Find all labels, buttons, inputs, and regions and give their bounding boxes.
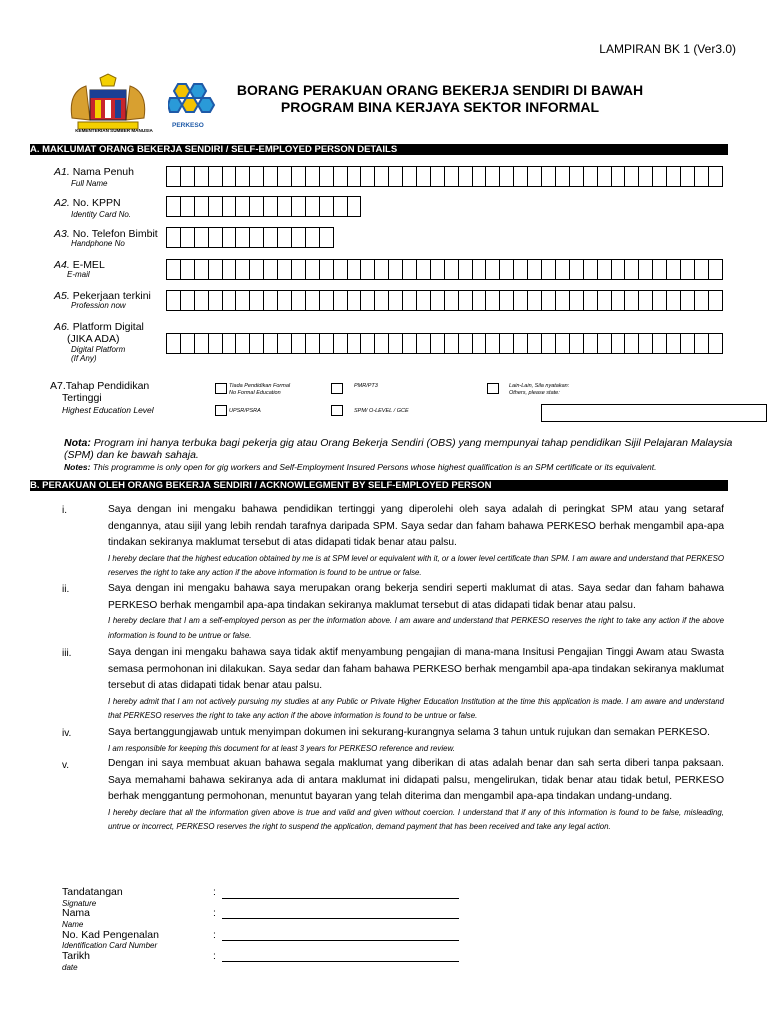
character-box[interactable]: [249, 227, 264, 248]
field-a6-sublabel-2: (If Any): [71, 354, 97, 363]
character-box[interactable]: [291, 259, 306, 280]
character-box[interactable]: [569, 166, 584, 187]
notes-body: This programme is only open for gig workers and Self-Employment Insured Persons whose highest qualification is an SPM certificate or its equivalent.: [90, 462, 657, 472]
character-box[interactable]: [638, 166, 653, 187]
character-box[interactable]: [694, 290, 709, 311]
character-box[interactable]: [652, 259, 667, 280]
name-line[interactable]: [222, 918, 459, 919]
character-box[interactable]: [388, 290, 403, 311]
character-box[interactable]: [569, 290, 584, 311]
character-box[interactable]: [222, 290, 237, 311]
character-box[interactable]: [194, 166, 209, 187]
character-box[interactable]: [277, 333, 292, 354]
others-option: [509, 383, 569, 396]
character-box[interactable]: [680, 290, 695, 311]
profession-input[interactable]: [166, 290, 722, 312]
declaration-item-2: [108, 581, 724, 644]
character-box[interactable]: [291, 290, 306, 311]
character-box[interactable]: [208, 333, 223, 354]
character-box[interactable]: [555, 166, 570, 187]
character-box[interactable]: [597, 290, 612, 311]
ministry-caption: KEMENTERIAN SUMBER MANUSIA: [75, 128, 153, 133]
character-box[interactable]: [513, 290, 528, 311]
title-line-2: PROGRAM BINA KERJAYA SEKTOR INFORMAL: [280, 99, 600, 115]
character-box[interactable]: [333, 196, 348, 217]
field-a7-label-2: Tertinggi: [62, 392, 102, 404]
character-box[interactable]: [291, 227, 306, 248]
character-box[interactable]: [235, 196, 250, 217]
character-box[interactable]: [694, 333, 709, 354]
character-box[interactable]: [360, 259, 375, 280]
option-label-en: No Formal Education: [229, 389, 281, 396]
character-box[interactable]: [624, 333, 639, 354]
ic-number-colon: :: [213, 929, 216, 941]
character-box[interactable]: [291, 196, 306, 217]
declaration-item-3: [108, 645, 724, 724]
character-box[interactable]: [499, 333, 514, 354]
spm-olevel-checkbox[interactable]: [331, 405, 343, 416]
field-a6-label: [54, 321, 144, 333]
upsr-psra-option: UPSR/PSRA: [229, 408, 261, 414]
character-box[interactable]: [208, 196, 223, 217]
declaration-en: I hereby declare that I am a self-employed person as per the information above. I am aware and understand that PERKESO reserves the right to take any action if the above information is found to be untrue or false.: [108, 616, 724, 640]
date-colon: :: [213, 950, 216, 962]
title-line-1: BORANG PERAKUAN ORANG BEKERJA SENDIRI DI BAWAH: [236, 82, 644, 98]
character-box[interactable]: [180, 259, 195, 280]
character-box[interactable]: [472, 333, 487, 354]
full-name-input[interactable]: [166, 166, 722, 188]
item-number: iv.: [62, 728, 72, 739]
character-box[interactable]: [333, 259, 348, 280]
character-box[interactable]: [235, 290, 250, 311]
character-box[interactable]: [583, 166, 598, 187]
digital-platform-input[interactable]: [166, 333, 722, 355]
character-box[interactable]: [194, 196, 209, 217]
declaration-item-5: [108, 756, 724, 835]
field-a7-label: A7.Tahap Pendidikan: [50, 380, 150, 392]
character-box[interactable]: [416, 333, 431, 354]
character-box[interactable]: [180, 196, 195, 217]
character-box[interactable]: [430, 259, 445, 280]
character-box[interactable]: [694, 259, 709, 280]
character-box[interactable]: [541, 259, 556, 280]
character-box[interactable]: [291, 333, 306, 354]
declaration-ms: Dengan ini saya membuat akuan bahawa segala maklumat yang diberikan di atas adalah benar dan sah serta diberi tanpa paksaan. Saya memahami bahawa sekiranya ada di antara maklumat ini didapati palsu, mengelirukan, tidak benar atau tidak betul, PERKESO berhak menggantung permohonan, menuntut bayaran yang telah diterima dan mengambil apa-apa tindakan undang-undang.: [108, 758, 724, 802]
character-box[interactable]: [638, 259, 653, 280]
date-sublabel: date: [62, 963, 78, 972]
character-box[interactable]: [388, 333, 403, 354]
character-box[interactable]: [180, 333, 195, 354]
character-box[interactable]: [235, 166, 250, 187]
pmr-pt3-option: PMR/PT3: [354, 383, 378, 389]
character-box[interactable]: [249, 290, 264, 311]
signature-label: Tandatangan: [62, 886, 123, 898]
form-title: [220, 82, 660, 116]
field-name: Nama Penuh: [72, 166, 134, 178]
character-box[interactable]: [166, 166, 181, 187]
ic-number-sublabel: Identification Card Number: [62, 941, 158, 950]
character-box[interactable]: [166, 196, 181, 217]
character-box[interactable]: [499, 290, 514, 311]
option-label-en: Others, please state:: [509, 389, 560, 396]
character-box[interactable]: [611, 259, 626, 280]
character-box[interactable]: [513, 259, 528, 280]
character-box[interactable]: [235, 259, 250, 280]
character-box[interactable]: [597, 259, 612, 280]
character-box[interactable]: [374, 166, 389, 187]
character-box[interactable]: [222, 333, 237, 354]
character-box[interactable]: [263, 333, 278, 354]
character-box[interactable]: [472, 259, 487, 280]
character-box[interactable]: [374, 290, 389, 311]
character-box[interactable]: [277, 290, 292, 311]
signature-sublabel: Signature: [62, 899, 97, 908]
character-box[interactable]: [263, 196, 278, 217]
character-box[interactable]: [347, 166, 362, 187]
notes-text: [64, 462, 740, 472]
character-box[interactable]: [360, 166, 375, 187]
others-specify-input[interactable]: [541, 404, 767, 422]
field-number: A3.: [54, 228, 70, 240]
character-box[interactable]: [458, 290, 473, 311]
character-box[interactable]: [347, 196, 362, 217]
character-box[interactable]: [652, 333, 667, 354]
field-a1-label: [54, 166, 134, 178]
identity-card-input[interactable]: [166, 196, 360, 218]
character-box[interactable]: [638, 290, 653, 311]
declaration-en: I hereby declare that the highest education obtained by me is at SPM level or equivalent with it, or a lower level certificate than SPM. I am aware and understand that PERKESO reserves the right to take any action if the above information is found to be untrue or false.: [108, 553, 724, 578]
spm-olevel-option: SPM/ O-LEVEL / GCE: [354, 408, 409, 414]
character-box[interactable]: [541, 333, 556, 354]
character-box[interactable]: [541, 290, 556, 311]
character-box[interactable]: [708, 290, 723, 311]
character-box[interactable]: [166, 290, 181, 311]
character-box[interactable]: [444, 166, 459, 187]
declaration-item-4: [108, 725, 724, 756]
no-formal-education-option: [229, 383, 290, 396]
field-a6-sublabel: Digital Platform: [71, 345, 126, 354]
character-box[interactable]: [485, 166, 500, 187]
character-box[interactable]: [333, 333, 348, 354]
character-box[interactable]: [499, 259, 514, 280]
character-box[interactable]: [208, 227, 223, 248]
character-box[interactable]: [652, 166, 667, 187]
name-colon: :: [213, 907, 216, 919]
character-box[interactable]: [416, 166, 431, 187]
character-box[interactable]: [388, 259, 403, 280]
character-box[interactable]: [333, 290, 348, 311]
character-box[interactable]: [597, 333, 612, 354]
character-box[interactable]: [277, 227, 292, 248]
declaration-ms: Saya dengan ini mengaku bahawa saya merupakan orang bekerja sendiri seperti maklumat di atas. Saya sedar dan faham bahawa PERKESO berhak mengambil apa-apa tindakan sekiranya maklumat tersebut di atas didapati tidak benar atau palsu.: [108, 583, 724, 611]
character-box[interactable]: [347, 333, 362, 354]
option-label-ms: Tiada Pendidikan Formal: [229, 383, 291, 389]
character-box[interactable]: [652, 290, 667, 311]
no-formal-education-checkbox[interactable]: [215, 383, 227, 394]
character-box[interactable]: [485, 333, 500, 354]
field-number: A6.: [54, 321, 70, 333]
character-box[interactable]: [319, 227, 334, 248]
section-b-heading: B. PERAKUAN OLEH ORANG BEKERJA SENDIRI / ACKNOWLEGMENT BY SELF-EMPLOYED PERSON: [30, 480, 728, 491]
character-box[interactable]: [180, 227, 195, 248]
field-a6-label-2: (JIKA ADA): [67, 333, 120, 345]
character-box[interactable]: [319, 196, 334, 217]
character-box[interactable]: [485, 259, 500, 280]
pmr-pt3-checkbox[interactable]: [331, 383, 343, 394]
character-box[interactable]: [666, 166, 681, 187]
field-number: A4.: [54, 259, 70, 271]
character-box[interactable]: [249, 196, 264, 217]
character-box[interactable]: [180, 290, 195, 311]
character-box[interactable]: [319, 259, 334, 280]
character-box[interactable]: [416, 259, 431, 280]
character-box[interactable]: [416, 290, 431, 311]
character-box[interactable]: [569, 259, 584, 280]
character-box[interactable]: [235, 333, 250, 354]
character-box[interactable]: [208, 166, 223, 187]
ic-number-label: No. Kad Pengenalan: [62, 929, 159, 941]
character-box[interactable]: [430, 333, 445, 354]
malaysia-coat-of-arms-logo: [64, 72, 152, 134]
declaration-ms: Saya dengan ini mengaku bahawa pendidikan tertinggi yang diperolehi oleh saya adalah di peringkat SPM atau yang setaraf dengannya, atau sijil yang lebih rendah tarafnya daripada SPM. Saya sedar dan faham bahawa PERKESO berhak mengambil apa-apa tindakan sekiranya maklumat tersebut di atas didapati tidak benar atau palsu.: [108, 504, 724, 548]
character-box[interactable]: [249, 333, 264, 354]
nota-body: Program ini hanya terbuka bagi pekerja gig atau Orang Bekerja Sendiri (OBS) yang mempunyai tahap pendidikan Sijil Pelajaran Malaysia (SPM) dan ke bawah sahaja.: [64, 437, 733, 461]
character-box[interactable]: [347, 290, 362, 311]
character-box[interactable]: [708, 333, 723, 354]
declaration-en: I am responsible for keeping this document for at least 3 years for PERKESO reference and review.: [108, 743, 455, 753]
declaration-ms: Saya bertanggungjawab untuk menyimpan dokumen ini sekurang-kurangnya selama 3 tahun untuk rujukan dan semakan PERKESO.: [108, 727, 710, 738]
character-box[interactable]: [680, 166, 695, 187]
upsr-psra-checkbox[interactable]: [215, 405, 227, 416]
character-box[interactable]: [305, 290, 320, 311]
character-box[interactable]: [305, 227, 320, 248]
character-box[interactable]: [194, 259, 209, 280]
character-box[interactable]: [305, 196, 320, 217]
character-box[interactable]: [166, 259, 181, 280]
character-box[interactable]: [402, 259, 417, 280]
character-box[interactable]: [458, 166, 473, 187]
item-number: v.: [62, 760, 70, 771]
item-number: iii.: [62, 648, 72, 659]
character-box[interactable]: [680, 259, 695, 280]
signature-colon: :: [213, 886, 216, 898]
character-box[interactable]: [583, 259, 598, 280]
character-box[interactable]: [527, 259, 542, 280]
field-number: A2.: [54, 197, 70, 209]
character-box[interactable]: [611, 290, 626, 311]
character-box[interactable]: [374, 333, 389, 354]
character-box[interactable]: [444, 290, 459, 311]
character-box[interactable]: [708, 166, 723, 187]
character-box[interactable]: [305, 166, 320, 187]
character-box[interactable]: [291, 166, 306, 187]
character-box[interactable]: [597, 166, 612, 187]
name-sublabel: Name: [62, 920, 84, 929]
character-box[interactable]: [263, 259, 278, 280]
field-a4-sublabel: E-mail: [67, 270, 90, 279]
nota-text: [64, 437, 740, 461]
character-box[interactable]: [444, 333, 459, 354]
character-box[interactable]: [305, 259, 320, 280]
character-box[interactable]: [263, 227, 278, 248]
character-box[interactable]: [402, 290, 417, 311]
declaration-ms: Saya dengan ini mengaku bahawa saya tidak aktif menyambung pengajian di mana-mana Insitusi Pengajian Tinggi Awam atau Swasta semasa permohonan ini dilakukan. Saya sedar dan faham bahawa PERKESO berhak mengambil apa-apa tindakan sekiranya maklumat tersebut di atas didapati tidak benar atau palsu.: [108, 647, 724, 691]
declaration-en: I hereby admit that I am not actively pursuing my studies at any Public or Private Higher Education Institution at the time this application is made. I am aware and understand that PERKESO reserves the right to take any action if the above information is found to be untrue or false.: [108, 696, 724, 721]
character-box[interactable]: [708, 259, 723, 280]
character-box[interactable]: [222, 166, 237, 187]
field-number: A1.: [54, 166, 70, 178]
field-number: A5.: [54, 290, 70, 302]
character-box[interactable]: [374, 259, 389, 280]
character-box[interactable]: [611, 333, 626, 354]
character-box[interactable]: [360, 333, 375, 354]
item-number: ii.: [62, 584, 70, 595]
character-box[interactable]: [541, 166, 556, 187]
character-box[interactable]: [666, 333, 681, 354]
character-box[interactable]: [583, 290, 598, 311]
character-box[interactable]: [666, 259, 681, 280]
character-box[interactable]: [680, 333, 695, 354]
field-name: Pekerjaan terkini: [72, 290, 151, 302]
character-box[interactable]: [430, 290, 445, 311]
character-box[interactable]: [583, 333, 598, 354]
character-box[interactable]: [222, 196, 237, 217]
perkeso-caption: PERKESO: [172, 122, 204, 129]
field-a2-sublabel: Identity Card No.: [71, 210, 132, 219]
character-box[interactable]: [458, 259, 473, 280]
character-box[interactable]: [360, 290, 375, 311]
character-box[interactable]: [277, 196, 292, 217]
notes-label: Notes:: [64, 462, 91, 472]
character-box[interactable]: [624, 259, 639, 280]
field-a3-sublabel: Handphone No: [71, 239, 125, 248]
character-box[interactable]: [194, 333, 209, 354]
character-box[interactable]: [333, 166, 348, 187]
field-a1-sublabel: Full Name: [71, 179, 108, 188]
declaration-item-1: [108, 502, 724, 581]
character-box[interactable]: [472, 290, 487, 311]
character-box[interactable]: [208, 290, 223, 311]
perkeso-logo: [168, 80, 216, 120]
character-box[interactable]: [624, 290, 639, 311]
character-box[interactable]: [402, 166, 417, 187]
character-box[interactable]: [430, 166, 445, 187]
section-a-heading: A. MAKLUMAT ORANG BEKERJA SENDIRI / SELF-EMPLOYED PERSON DETAILS: [30, 144, 728, 155]
field-name: No. Telefon Bimbit: [72, 228, 158, 240]
ic-number-line[interactable]: [222, 940, 459, 941]
character-box[interactable]: [194, 227, 209, 248]
character-box[interactable]: [249, 259, 264, 280]
form-reference: LAMPIRAN BK 1 (Ver3.0): [599, 42, 736, 56]
date-line[interactable]: [222, 961, 459, 962]
character-box[interactable]: [666, 290, 681, 311]
character-box[interactable]: [402, 333, 417, 354]
field-name: Platform Digital: [72, 321, 144, 333]
character-box[interactable]: [458, 333, 473, 354]
character-box[interactable]: [180, 166, 195, 187]
character-box[interactable]: [638, 333, 653, 354]
character-box[interactable]: [611, 166, 626, 187]
field-a5-sublabel: Profession now: [71, 301, 126, 310]
character-box[interactable]: [319, 290, 334, 311]
field-a2-label: [54, 197, 121, 209]
field-a7-sublabel: Highest Education Level: [62, 405, 154, 415]
option-label-ms: Lain-Lain, Sila nyatakan:: [509, 383, 570, 389]
character-box[interactable]: [263, 290, 278, 311]
field-name: E-MEL: [72, 259, 105, 271]
email-input[interactable]: [166, 259, 722, 281]
character-box[interactable]: [208, 259, 223, 280]
declaration-en: I hereby declare that all the information given above is true and valid and given without coercion. I understand that if any of this information is found to be false, misleading, untrue or incorrect, PERKESO reserves the right to suspend the application, demand payment that has been received and take any legal action.: [108, 807, 724, 832]
character-box[interactable]: [513, 333, 528, 354]
character-box[interactable]: [569, 333, 584, 354]
date-label: Tarikh: [62, 950, 91, 962]
character-box[interactable]: [388, 166, 403, 187]
phone-input[interactable]: [166, 227, 333, 249]
field-name: No. KPPN: [72, 197, 121, 209]
character-box[interactable]: [194, 290, 209, 311]
character-box[interactable]: [485, 290, 500, 311]
character-box[interactable]: [263, 166, 278, 187]
character-box[interactable]: [235, 227, 250, 248]
character-box[interactable]: [249, 166, 264, 187]
character-box[interactable]: [624, 166, 639, 187]
character-box[interactable]: [444, 259, 459, 280]
character-box[interactable]: [527, 290, 542, 311]
item-number: i.: [62, 505, 67, 516]
character-box[interactable]: [499, 166, 514, 187]
nota-label: Nota:: [64, 437, 91, 449]
character-box[interactable]: [305, 333, 320, 354]
signature-line[interactable]: [222, 898, 459, 899]
character-box[interactable]: [555, 290, 570, 311]
character-box[interactable]: [166, 333, 181, 354]
name-label: Nama: [62, 907, 91, 919]
character-box[interactable]: [319, 166, 334, 187]
character-box[interactable]: [319, 333, 334, 354]
character-box[interactable]: [527, 333, 542, 354]
others-checkbox[interactable]: [487, 383, 499, 394]
character-box[interactable]: [277, 259, 292, 280]
character-box[interactable]: [694, 166, 709, 187]
character-box[interactable]: [472, 166, 487, 187]
character-box[interactable]: [277, 166, 292, 187]
character-box[interactable]: [513, 166, 528, 187]
character-box[interactable]: [555, 333, 570, 354]
character-box[interactable]: [222, 227, 237, 248]
character-box[interactable]: [527, 166, 542, 187]
character-box[interactable]: [166, 227, 181, 248]
character-box[interactable]: [222, 259, 237, 280]
character-box[interactable]: [555, 259, 570, 280]
character-box[interactable]: [347, 259, 362, 280]
